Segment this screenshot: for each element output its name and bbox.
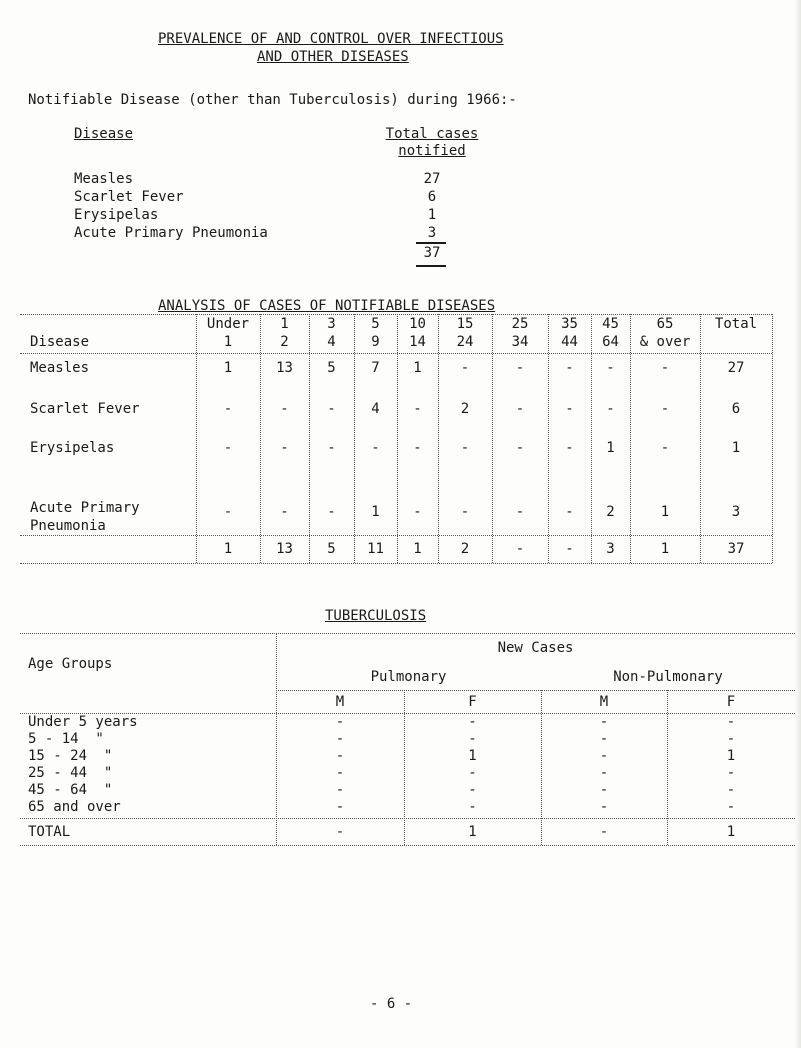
tb-cell: - [726,714,736,730]
tb-cell: - [599,782,609,798]
tb-rule-sub [276,690,795,691]
analysis-row-label: Erysipelas [30,440,115,456]
analysis-total-cell: 1 [660,541,670,557]
analysis-age-header-top: 15 [456,316,474,332]
tb-cell: - [599,765,609,781]
tb-cell: - [726,731,736,747]
tb-cell: - [335,799,345,815]
analysis-age-header-bottom: & over [639,334,691,350]
tb-total-label: TOTAL [28,824,71,840]
analysis-row-label: Scarlet Fever [30,401,140,417]
tb-non-pulmonary-header: Non-Pulmonary [613,669,723,685]
tb-sex-header: M [599,694,609,710]
tb-new-cases-header: New Cases [497,640,574,656]
analysis-cell: 2 [460,401,470,417]
summary-disease-scarlet-fever: Scarlet Fever [74,189,184,205]
summary-total-scarlet-fever: 6 [427,189,437,205]
analysis-total-cell: 3 [606,541,615,557]
tb-cell: - [468,714,477,730]
analysis-age-header-bottom: 1 [223,334,233,350]
summary-col-total-line2: notified [398,143,466,159]
tb-cell: - [599,799,609,815]
analysis-cell: - [327,440,336,456]
analysis-cell: - [460,504,470,520]
analysis-row-label: Measles [30,360,90,376]
analysis-cell: - [565,401,574,417]
analysis-cell: 5 [327,360,336,376]
tb-age-label: 15 - 24 " [28,748,113,764]
tb-rule-top [20,633,795,634]
tb-rule-body [20,818,795,819]
tb-cell: - [468,782,477,798]
analysis-cell: - [223,401,233,417]
analysis-cell: - [327,504,336,520]
analysis-total-cell: - [565,541,574,557]
analysis-total-cell: 2 [460,541,470,557]
analysis-age-header-top: 3 [327,316,336,332]
analysis-cell: 13 [276,360,293,376]
tb-total-cell: 1 [468,824,477,840]
notifiable-intro: Notifiable Disease (other than Tuberculosis) during 1966:- [28,92,517,108]
tb-cell: - [726,765,736,781]
summary-disease-measles: Measles [74,171,134,187]
analysis-cell: 1 [606,440,615,456]
analysis-total-cell: - [515,541,525,557]
analysis-age-header-top: 65 [656,316,674,332]
tb-cell: 1 [468,748,477,764]
analysis-cell: 1 [731,440,741,456]
summary-col-disease: Disease [74,126,134,142]
analysis-disease-header: Disease [30,334,90,350]
analysis-cell: 1 [413,360,422,376]
tb-cell: - [599,731,609,747]
analysis-title: ANALYSIS OF CASES OF NOTIFIABLE DISEASES [158,298,496,314]
tb-sex-header: M [335,694,345,710]
analysis-cell: - [565,360,574,376]
tb-age-label: 45 - 64 " [28,782,113,798]
tb-cell: - [468,731,477,747]
analysis-age-header-top: 35 [561,316,578,332]
tb-total-cell: 1 [726,824,736,840]
summary-grand-total: 37 [423,245,441,261]
tb-cell: - [335,765,345,781]
analysis-cell: - [223,440,233,456]
analysis-cell: - [565,440,574,456]
tb-cell: - [599,748,609,764]
analysis-cell: - [413,401,422,417]
summary-total-erysipelas: 1 [427,207,437,223]
tb-title: TUBERCULOSIS [325,608,427,624]
page-edge-shadow [795,0,801,1048]
analysis-age-header-bottom: 44 [561,334,578,350]
analysis-cell: - [515,360,525,376]
analysis-total-cell: 11 [367,541,384,557]
analysis-cell: 4 [371,401,380,417]
analysis-cell: - [223,504,233,520]
tb-cell: - [468,765,477,781]
analysis-cell: - [660,360,670,376]
tb-total-cell: - [599,824,609,840]
analysis-cell: - [606,401,615,417]
tb-age-label: 65 and over [28,799,121,815]
summary-disease-erysipelas: Erysipelas [74,207,159,223]
analysis-cell: 7 [371,360,380,376]
analysis-cell: 27 [727,360,745,376]
tb-cell: - [335,782,345,798]
analysis-cell: - [371,440,380,456]
tb-cell: 1 [726,748,736,764]
tb-rule-bottom [20,845,795,846]
analysis-cell: - [327,401,336,417]
tb-total-cell: - [335,824,345,840]
analysis-total-cell: 37 [727,541,745,557]
summary-disease-pneumonia: Acute Primary Pneumonia [74,225,268,241]
analysis-age-header-top: 25 [511,316,529,332]
analysis-total-cell: 5 [327,541,336,557]
analysis-row-label-cont: Pneumonia [30,518,106,534]
tb-sex-header: F [726,694,736,710]
tb-cell: - [599,714,609,730]
analysis-cell: - [565,504,574,520]
analysis-cell: - [515,504,525,520]
analysis-row-label: Acute Primary [30,500,140,516]
tb-age-groups-header: Age Groups [28,656,113,672]
analysis-age-header-top: 10 [409,316,426,332]
tb-age-label: 25 - 44 " [28,765,113,781]
analysis-total-cell: 13 [276,541,293,557]
analysis-cell: 3 [731,504,741,520]
tb-cell: - [335,748,345,764]
analysis-age-header-bottom: 24 [456,334,474,350]
page-number: - 6 - [370,996,413,1012]
analysis-age-header-bottom: 14 [409,334,426,350]
analysis-cell: - [660,401,670,417]
tb-sex-header: F [468,694,477,710]
analysis-cell: 2 [606,504,615,520]
analysis-cell: 6 [731,401,741,417]
analysis-age-header-top: 45 [602,316,619,332]
tb-cell: - [335,714,345,730]
analysis-age-header-top: Total [714,316,758,332]
analysis-cell: - [280,440,289,456]
analysis-cell: - [460,360,470,376]
analysis-cell: - [413,440,422,456]
page-title-line1: PREVALENCE OF AND CONTROL OVER INFECTIOUS [158,31,504,47]
analysis-cell: - [280,504,289,520]
analysis-age-header-top: 5 [371,316,380,332]
analysis-cell: 1 [223,360,233,376]
tb-age-label: 5 - 14 " [28,731,104,747]
tb-age-label: Under 5 years [28,714,138,730]
tb-cell: - [468,799,477,815]
analysis-age-header-bottom: 64 [602,334,619,350]
page-title-line2: AND OTHER DISEASES [257,49,409,65]
analysis-total-cell: 1 [223,541,233,557]
analysis-cell: - [280,401,289,417]
analysis-cell: 1 [660,504,670,520]
summary-total-pneumonia: 3 [427,225,437,241]
analysis-age-header-bottom: 2 [280,334,289,350]
tb-cell: - [335,731,345,747]
analysis-cell: - [413,504,422,520]
analysis-cell: - [660,440,670,456]
summary-total-measles: 27 [423,171,441,187]
analysis-cell: - [606,360,615,376]
analysis-age-header-bottom: 34 [511,334,529,350]
tb-cell: - [726,782,736,798]
analysis-age-header-top: Under [206,316,250,332]
analysis-cell: 1 [371,504,380,520]
tb-pulmonary-header: Pulmonary [370,669,447,685]
analysis-age-header-bottom: 4 [327,334,336,350]
analysis-age-header-top: 1 [280,316,289,332]
analysis-total-cell: 1 [413,541,422,557]
analysis-cell: - [460,440,470,456]
analysis-cell: - [515,440,525,456]
analysis-age-header-bottom: 9 [371,334,380,350]
summary-col-total-line1: Total cases [385,126,479,142]
analysis-cell: - [515,401,525,417]
tb-cell: - [726,799,736,815]
